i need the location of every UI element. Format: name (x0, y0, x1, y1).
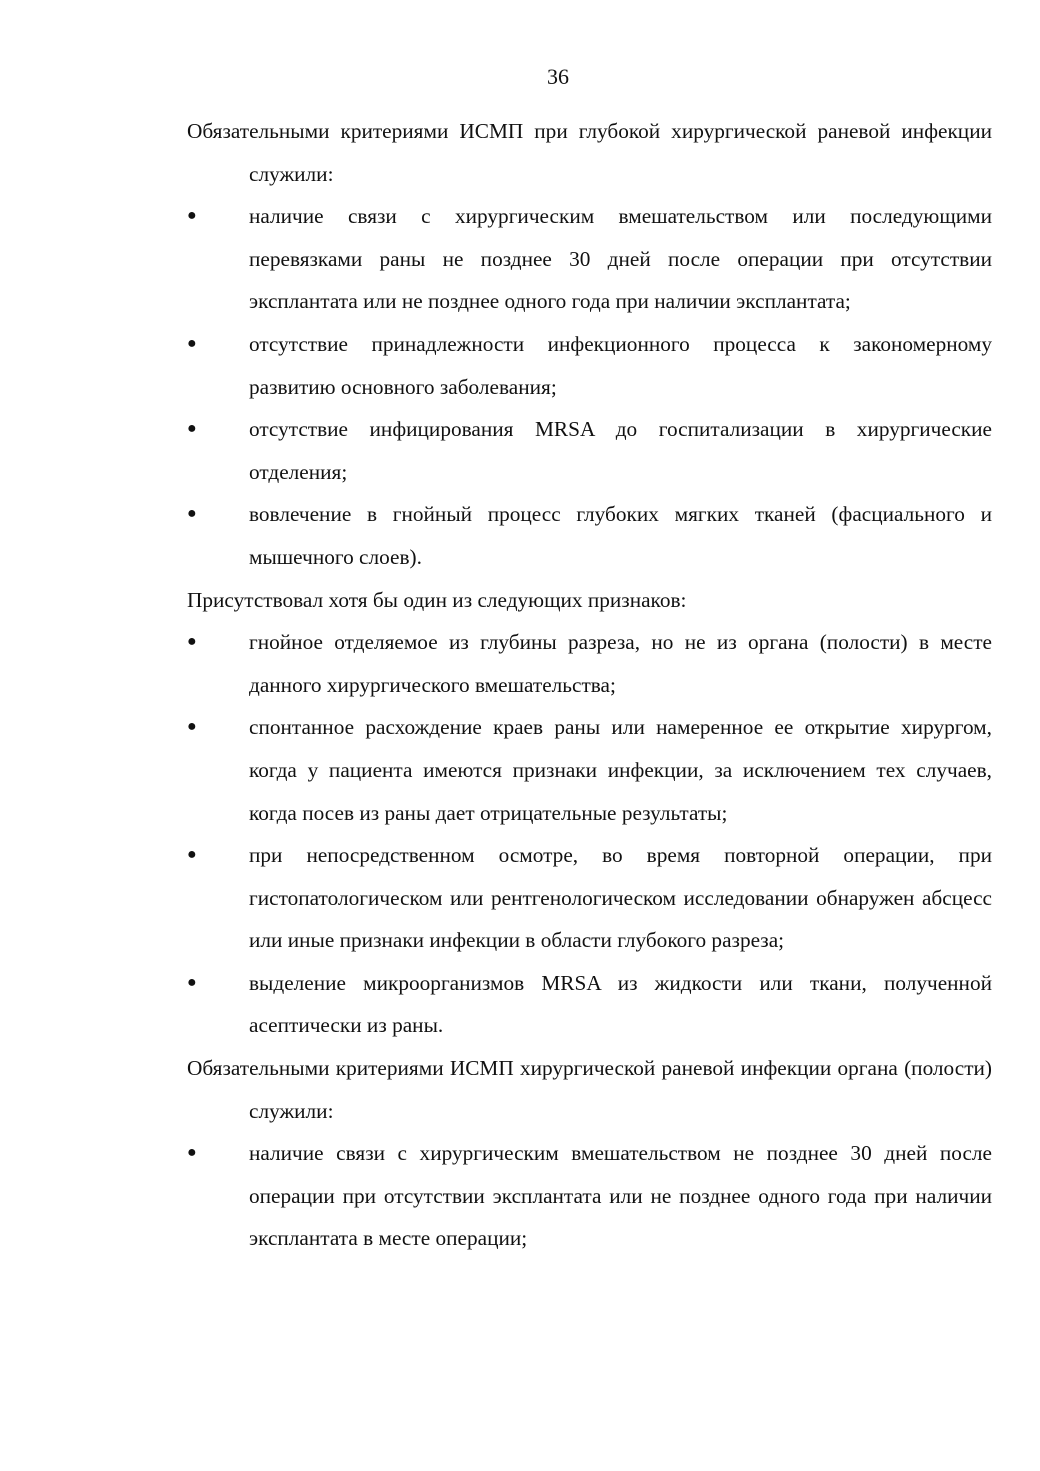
list-item (187, 834, 992, 962)
list-item-text: отсутствие принадлежности инфекционного процесса к закономерному развитию основного заболевания; (249, 331, 992, 399)
organ-cavity-criteria-list (187, 1132, 992, 1260)
list-item (187, 706, 992, 834)
document-body (187, 110, 992, 1260)
bullet-icon: ● (187, 718, 197, 736)
list-item (187, 195, 992, 323)
paragraph-deep-wound-criteria: Обязательными критериями ИСМП при глубокой хирургической раневой инфекции служили: (187, 119, 992, 186)
list-item-text: отсутствие инфицирования MRSA до госпитализации в хирургические отделения; (249, 417, 992, 484)
page-number: 36 (547, 64, 569, 89)
bullet-icon: ● (187, 633, 197, 651)
bullet-icon: ● (187, 846, 197, 864)
list-item (187, 408, 992, 493)
list-item (187, 621, 992, 706)
list-item (187, 323, 992, 408)
list-item-text: гнойное отделяемое из глубины разреза, но не из органа (полости) в месте данного хирургического вмешательства; (249, 630, 992, 697)
signs-list (187, 621, 992, 1047)
bullet-icon: ● (187, 207, 197, 225)
paragraph-signs: Присутствовал хотя бы один из следующих признаков: (187, 587, 687, 612)
list-item-text: наличие связи с хирургическим вмешательством или последующими перевязками раны не позднее 30 дней после операции при отсутствии эксплантата или не позднее одного года при наличии эксплантата; (249, 204, 992, 314)
list-item (187, 962, 992, 1047)
bullet-icon: ● (187, 973, 197, 991)
list-item (187, 493, 992, 578)
list-item (187, 1132, 992, 1260)
bullet-icon: ● (187, 334, 197, 352)
list-item-text: выделение микроорганизмов MRSA из жидкости или ткани, полученной асептически из раны. (249, 970, 992, 1038)
bullet-icon: ● (187, 1144, 197, 1162)
deep-wound-criteria-list (187, 195, 992, 578)
list-item-text: спонтанное расхождение краев раны или намеренное ее открытие хирургом, когда у пациента имеются признаки инфекции, за исключением тех случаев, когда посев из раны дает отрицательные результаты; (249, 715, 992, 825)
list-item-text: наличие связи с хирургическим вмешательством не позднее 30 дней после операции при отсутствии эксплантата или не позднее одного года при наличии эксплантата в месте операции; (249, 1141, 992, 1251)
list-item-text: при непосредственном осмотре, во время повторной операции, при гистопатологическом или рентгенологическом исследовании обнаружен абсцесс или иные признаки инфекции в области глубокого разреза; (249, 843, 992, 953)
bullet-icon: ● (187, 420, 197, 438)
bullet-icon: ● (187, 505, 197, 523)
paragraph-organ-cavity-criteria: Обязательными критериями ИСМП хирургической раневой инфекции органа (полости) служили: (187, 1056, 992, 1123)
list-item-text: вовлечение в гнойный процесс глубоких мягких тканей (фасциального и мышечного слоев). (249, 502, 992, 569)
